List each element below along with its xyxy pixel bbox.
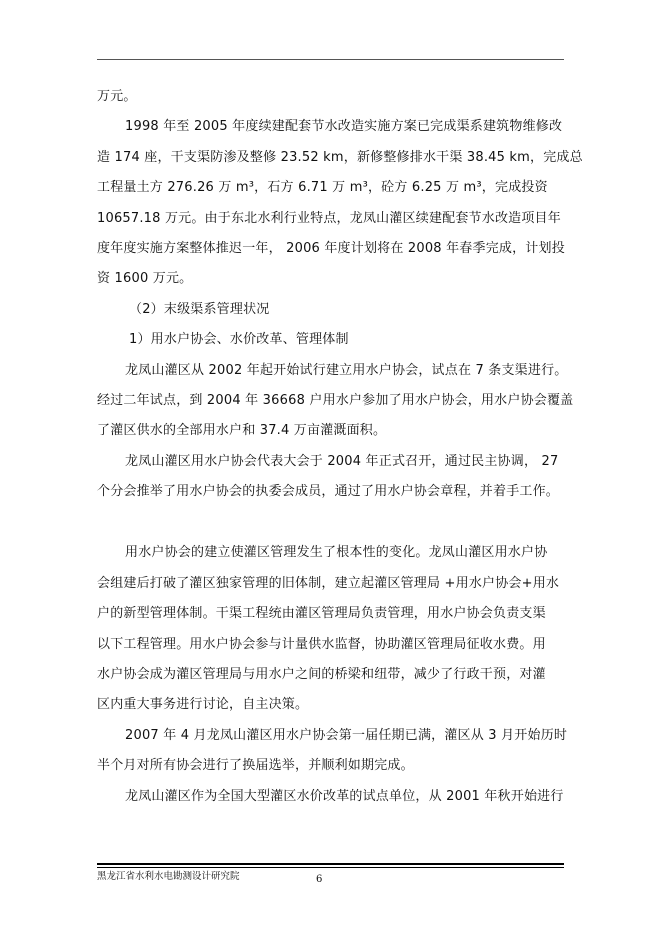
text-line: 水户协会成为灌区管理局与用水户之间的桥梁和纽带，减少了行政干预，对灌 bbox=[97, 667, 546, 683]
footer-rule-thick bbox=[97, 863, 564, 865]
paragraph-gap bbox=[97, 507, 564, 538]
text-line: 区内重大事务进行讨论，自主决策。 bbox=[97, 697, 309, 713]
document-body bbox=[97, 82, 583, 812]
text-line: 度年度实施方案整体推迟一年， 2006 年度计划将在 2008 年春季完成，计划投 bbox=[97, 240, 565, 256]
page-number: 6 bbox=[316, 874, 323, 885]
text-line: 2007 年 4 月龙凤山灌区用水户协会第一届任期已满，灌区从 3 月开始历时 bbox=[125, 727, 568, 743]
text-line: 10657.18 万元。由于东北水利行业特点，龙凤山灌区续建配套节水改造项目年 bbox=[97, 210, 561, 226]
text-line: 个分会推举了用水户协会的执委会成员，通过了用水户协会章程，并着手工作。 bbox=[97, 484, 560, 500]
text-line: 万元。 bbox=[97, 89, 137, 104]
text-line: 了灌区供水的全部用水户和 37.4 万亩灌溉面积。 bbox=[97, 423, 387, 439]
text-line: 以下工程管理。用水户协会参与计量供水监督，协助灌区管理局征收水费。用 bbox=[97, 636, 546, 652]
text-line: 经过二年试点，到 2004 年 36668 户用水户参加了用水户协会，用水户协会覆盖 bbox=[97, 392, 574, 408]
subsection-heading: 1）用水户协会、水价改革、管理体制 bbox=[129, 332, 349, 348]
text-line: 1998 年至 2005 年度续建配套节水改造实施方案已完成渠系建筑物维修改 bbox=[125, 119, 563, 135]
text-line: 工程量土方 276.26 万 m³，石方 6.71 万 m³，砼方 6.25 万 m³，完成投资 bbox=[97, 180, 548, 196]
text-line: 半个月对所有协会进行了换届选举，并顺利如期完成。 bbox=[97, 758, 414, 774]
text-line: 户的新型管理体制。干渠工程统由灌区管理局负责管理，用水户协会负责支渠 bbox=[97, 606, 546, 622]
text-line: 用水户协会的建立使灌区管理发生了根本性的变化。龙凤山灌区用水户协 bbox=[125, 545, 548, 561]
text-line: 资 1600 万元。 bbox=[97, 271, 193, 287]
text-line: 造 174 座，干支渠防渗及整修 23.52 km，新修整修排水干渠 38.45 km，完成总 bbox=[97, 149, 583, 165]
text-line: 龙凤山灌区用水户协会代表大会于 2004 年正式召开，通过民主协调， 27 bbox=[125, 453, 559, 469]
text-line: 会组建后打破了灌区独家管理的旧体制，建立起灌区管理局 +用水户协会+用水 bbox=[97, 575, 560, 591]
section-heading: （2）末级渠系管理状况 bbox=[129, 301, 270, 317]
text-line: 龙凤山灌区作为全国大型灌区水价改革的试点单位，从 2001 年秋开始进行 bbox=[125, 788, 564, 804]
text-line: 龙凤山灌区从 2002 年起开始试行建立用水户协会，试点在 7 条支渠进行。 bbox=[125, 362, 568, 378]
footer-organization: 黑龙江省水利水电勘测设计研究院 bbox=[97, 871, 240, 882]
header-rule bbox=[97, 59, 564, 60]
